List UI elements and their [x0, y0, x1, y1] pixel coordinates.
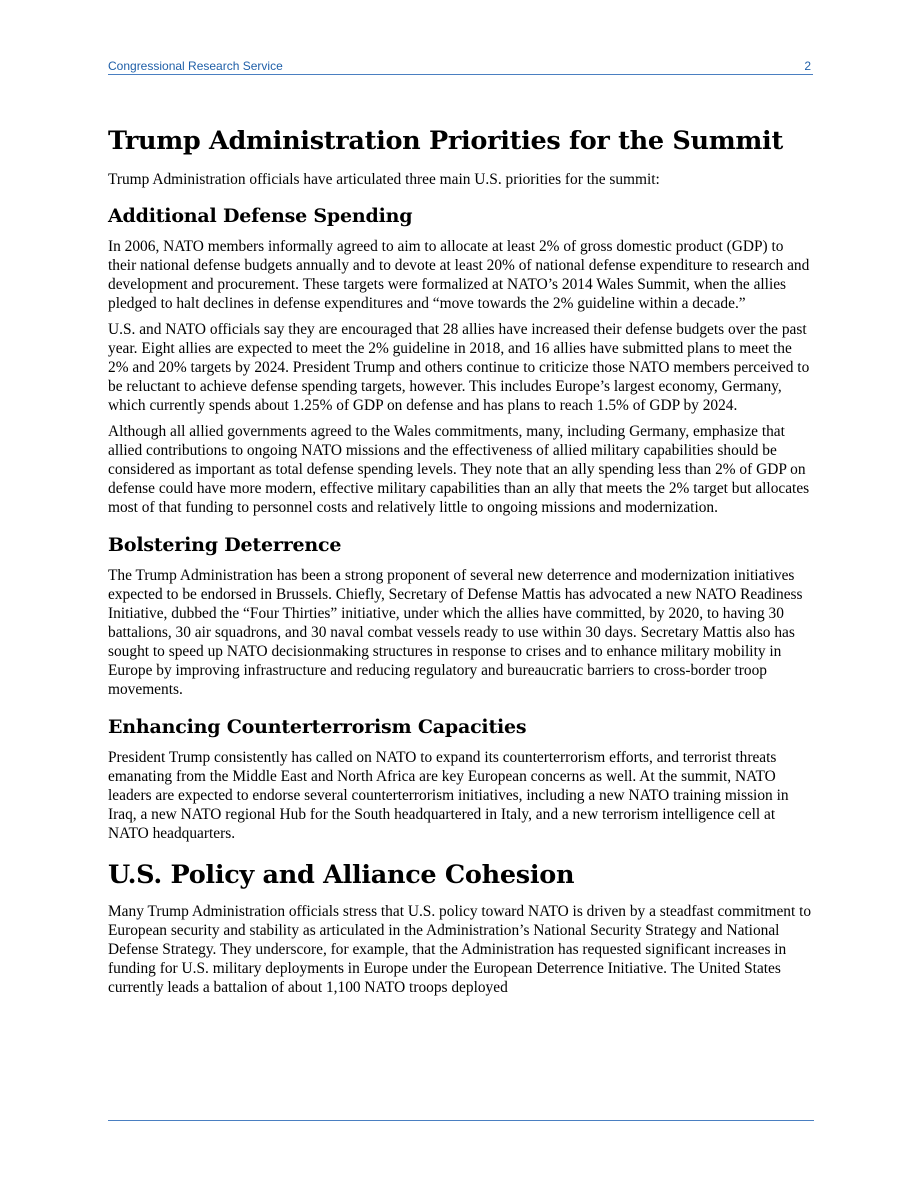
- page-number: 2: [804, 59, 811, 73]
- paragraph: President Trump consistently has called on NATO to expand its counterterrorism efforts, and terrorist threats emanating from the Middle East and North Africa are key European concerns as well. At the summit, NATO leaders are expected to endorse several counterterrorism initiatives, including a new NATO training mission in Iraq, a new NATO regional Hub for the South headquartered in Italy, and a new terrorism intelligence cell at NATO headquarters.: [108, 749, 789, 842]
- page-header: [108, 57, 813, 75]
- paragraph: Many Trump Administration officials stress that U.S. policy toward NATO is driven by a steadfast commitment to European security and stability as articulated in the Administration’s National Security Strategy and National Defense Strategy. They underscore, for example, that the Administration has requested significant increases in funding for U.S. military deployments in Europe under the European Deterrence Initiative. The United States currently leads a battalion of about 1,100 NATO troops deployed: [108, 903, 812, 996]
- section-intro: Trump Administration officials have articulated three main U.S. priorities for the summit:: [108, 171, 660, 188]
- footer-rule: [108, 1120, 814, 1121]
- header-source: Congressional Research Service: [108, 59, 283, 73]
- section-title: Trump Administration Priorities for the Summit: [108, 126, 783, 156]
- section-title: U.S. Policy and Alliance Cohesion: [108, 860, 575, 890]
- paragraph: The Trump Administration has been a strong proponent of several new deterrence and modernization initiatives expected to be endorsed in Brussels. Chiefly, Secretary of Defense Mattis has advocated a new NATO Readiness Initiative, dubbed the “Four Thirties” initiative, under which the allies have committed, by 2020, to having 30 battalions, 30 air squadrons, and 30 naval combat vessels ready to use within 30 days. Secretary Mattis also has sought to speed up NATO decisionmaking structures in response to crises and to enhance military mobility in Europe by improving infrastructure and reducing regulatory and bureaucratic barriers to cross-border troop movements.: [108, 567, 803, 698]
- subsection-title-counterterrorism: Enhancing Counterterrorism Capacities: [108, 716, 527, 738]
- subsection-title-defense-spending: Additional Defense Spending: [108, 205, 413, 227]
- paragraph: U.S. and NATO officials say they are encouraged that 28 allies have increased their defense budgets over the past year. Eight allies are expected to meet the 2% guideline in 2018, and 16 allies have submitted plans to meet the 2% and 20% targets by 2024. President Trump and others continue to criticize those NATO members perceived to be reluctant to achieve defense spending targets, however. This includes Europe’s largest economy, Germany, which currently spends about 1.25% of GDP on defense and has plans to reach 1.5% of GDP by 2024.: [108, 321, 810, 414]
- subsection-title-deterrence: Bolstering Deterrence: [108, 534, 342, 556]
- paragraph: Although all allied governments agreed to the Wales commitments, many, including Germany, emphasize that allied contributions to ongoing NATO missions and the effectiveness of allied military capabilities should be considered as important as total defense spending levels. They note that an ally spending less than 2% of GDP on defense could have more modern, effective military capabilities than an ally that meets the 2% target but allocates most of that funding to personnel costs and relatively little to ongoing missions and modernization.: [108, 423, 810, 516]
- document-body: [108, 124, 814, 1004]
- paragraph: In 2006, NATO members informally agreed to aim to allocate at least 2% of gross domestic product (GDP) to their national defense budgets annually and to devote at least 20% of national defense expenditure to research and development and procurement. These targets were formalized at NATO’s 2014 Wales Summit, when the allies pledged to halt declines in defense expenditures and “move towards the 2% guideline within a decade.”: [108, 238, 810, 312]
